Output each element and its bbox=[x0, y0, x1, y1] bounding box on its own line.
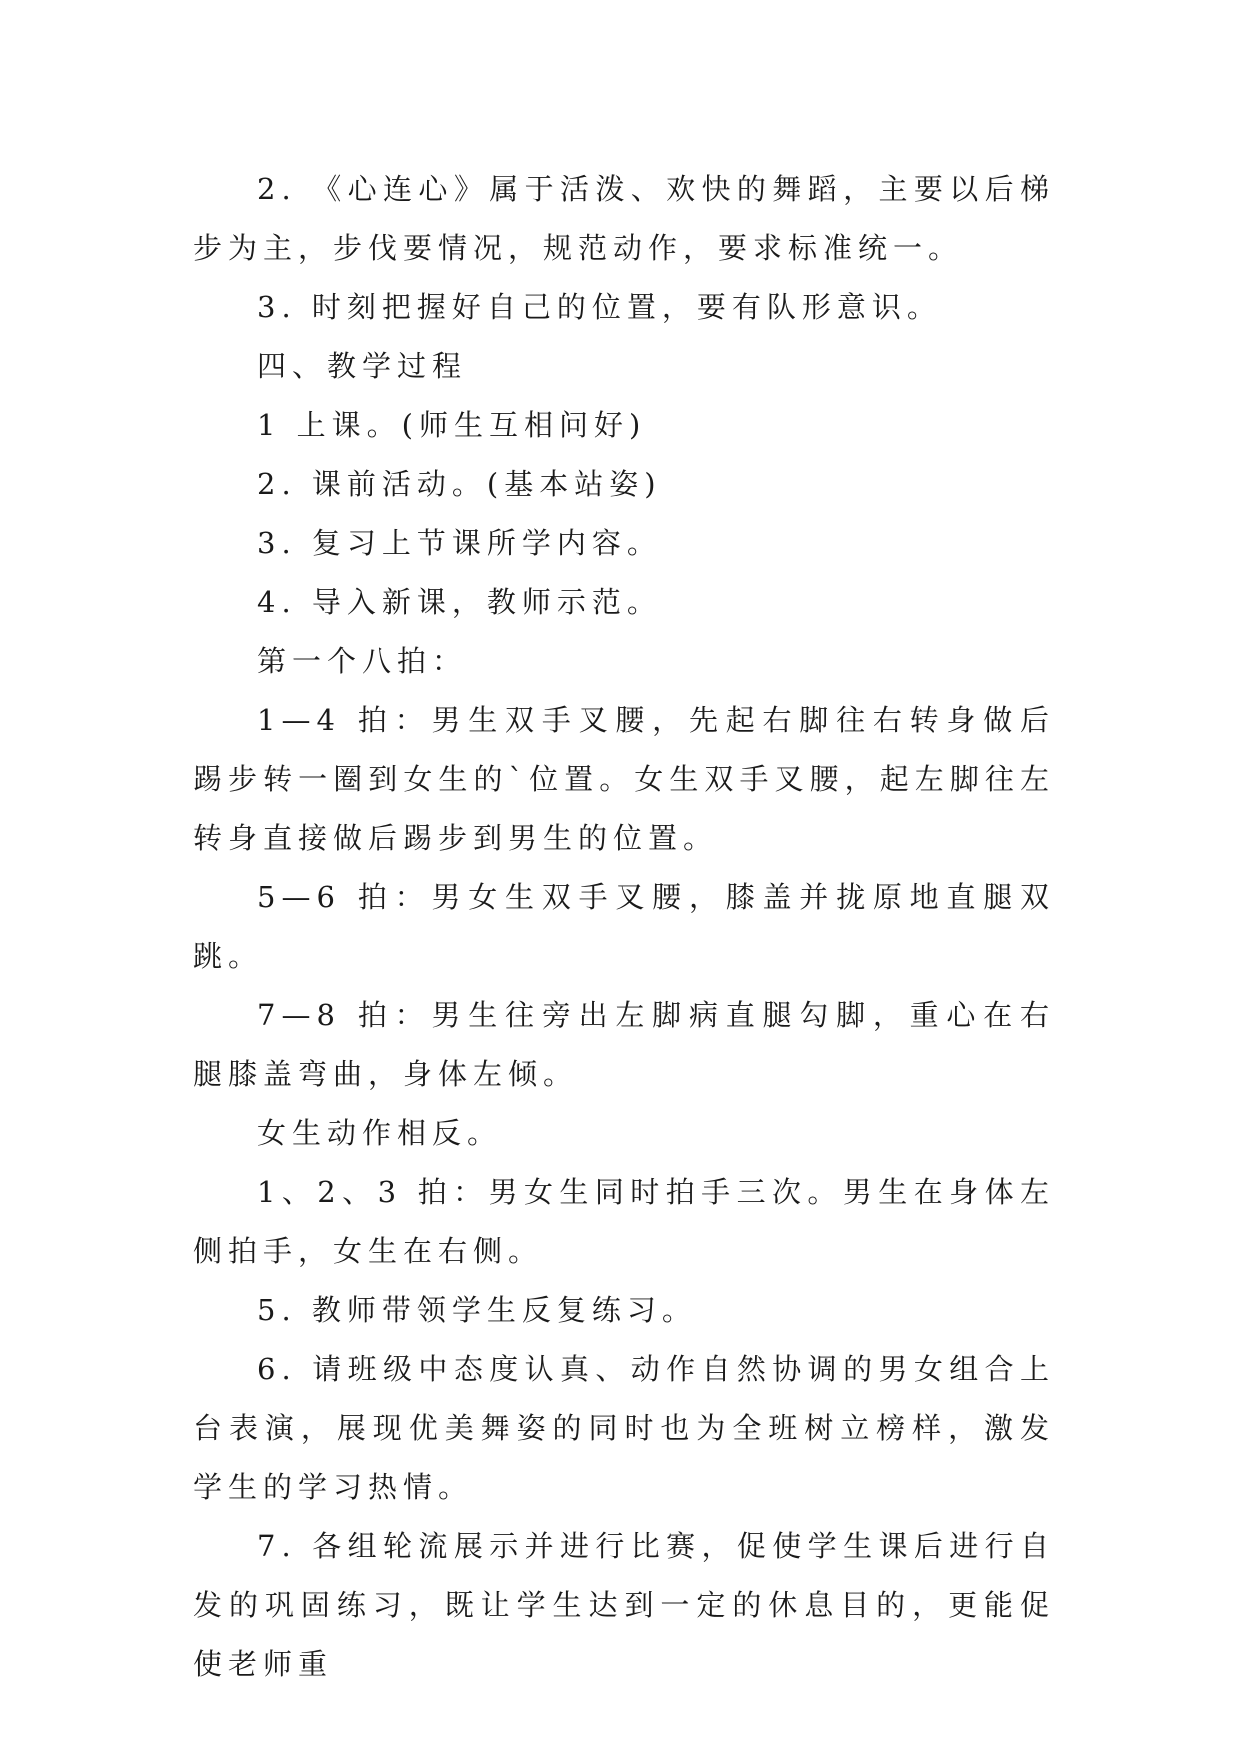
paragraph-girls-opposite: 女生动作相反。 bbox=[257, 1116, 503, 1150]
paragraph-step-2: 2. 课前活动。(基本站姿) bbox=[257, 467, 662, 501]
paragraph-step-1: 1 上课。(师生互相问好) bbox=[257, 408, 647, 442]
paragraph-step-5: 5. 教师带领学生反复练习。 bbox=[257, 1293, 697, 1327]
paragraph-beats-1-2-3: 1、2、3 拍：男女生同时拍手三次。男生在身体左侧拍手，女生在右侧。 bbox=[193, 1175, 1055, 1268]
paragraph-dance-description: 2. 《心连心》属于活泼、欢快的舞蹈，主要以后梯步为主，步伐要情况，规范动作，要求标准统一。 bbox=[193, 172, 1055, 265]
paragraph-beats-5-6: 5—6 拍：男女生双手叉腰，膝盖并拢原地直腿双跳。 bbox=[193, 880, 1055, 973]
paragraph-beats-7-8: 7—8 拍：男生往旁出左脚病直腿勾脚，重心在右腿膝盖弯曲，身体左倾。 bbox=[193, 998, 1055, 1091]
paragraph-step-4: 4. 导入新课，教师示范。 bbox=[257, 585, 662, 619]
paragraph-first-eight-beats: 第一个八拍： bbox=[257, 644, 468, 678]
paragraph-step-3: 3. 复习上节课所学内容。 bbox=[257, 526, 662, 560]
paragraph-formation-awareness: 3. 时刻把握好自己的位置，要有队形意识。 bbox=[257, 290, 942, 324]
paragraph-step-7: 7. 各组轮流展示并进行比赛，促使学生课后进行自发的巩固练习，既让学生达到一定的休息目的，更能促使老师重 bbox=[193, 1529, 1055, 1681]
paragraph-beats-1-4: 1—4 拍：男生双手叉腰，先起右脚往右转身做后踢步转一圈到女生的`位置。女生双手叉腰，起左脚往左转身直接做后踢步到男生的位置。 bbox=[193, 703, 1055, 855]
section-heading-teaching-process: 四、教学过程 bbox=[257, 349, 468, 383]
document-body bbox=[193, 160, 1055, 1694]
paragraph-step-6: 6. 请班级中态度认真、动作自然协调的男女组合上台表演，展现优美舞姿的同时也为全班树立榜样，激发学生的学习热情。 bbox=[193, 1352, 1055, 1504]
